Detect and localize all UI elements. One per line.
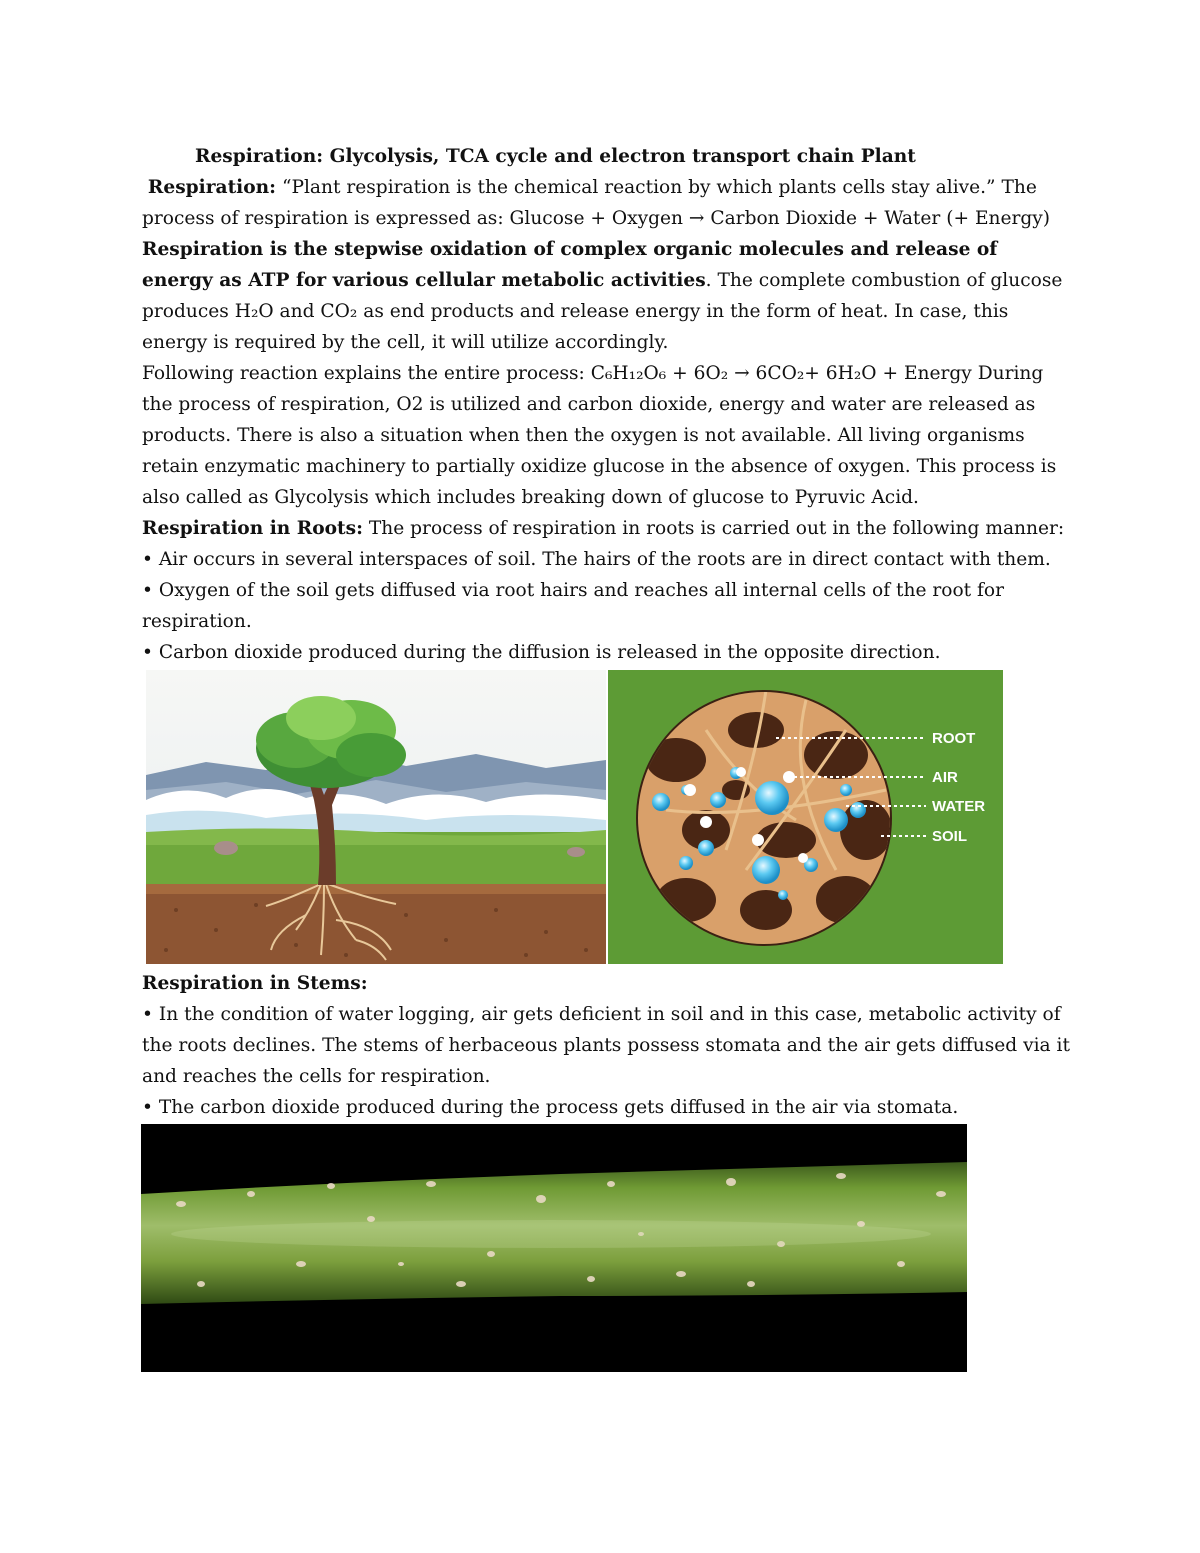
roots-bullet: • Carbon dioxide produced during the diffusion is released in the opposite direction. <box>142 642 941 663</box>
tree-scene <box>146 670 606 964</box>
stems-section <box>142 968 1072 1123</box>
stems-bullet: • The carbon dioxide produced during the process gets diffused in the air via stomata. <box>142 1097 959 1118</box>
intro-section <box>142 141 1072 668</box>
document-title: Respiration: Glycolysis, TCA cycle and electron transport chain Plant <box>195 146 916 167</box>
roots-paragraph <box>142 513 1072 544</box>
intro-text: “Plant respiration is the chemical reaction by which plants cells stay alive.” The process of respiration is expressed as: Glucose + Oxygen → Carbon Dioxide + Water (+ Energy) <box>142 177 1051 229</box>
root-respiration-figure <box>146 670 1003 964</box>
stems-heading: Respiration in Stems: <box>142 973 368 994</box>
label-air: AIR <box>932 769 958 786</box>
definition-paragraph <box>142 234 1072 358</box>
label-water: WATER <box>932 798 986 815</box>
stem-figure <box>141 1124 967 1372</box>
root-respiration-illustration <box>146 670 1003 964</box>
label-soil: SOIL <box>932 828 968 845</box>
roots-bullet: • Air occurs in several interspaces of soil. The hairs of the roots are in direct contact with them. <box>142 549 1051 570</box>
stem-photo <box>141 1124 967 1372</box>
intro-paragraph <box>142 172 1072 234</box>
intro-label: Respiration: <box>147 177 277 198</box>
soil-cross-section <box>608 670 1003 964</box>
roots-intro: The process of respiration in roots is carried out in the following manner: <box>368 518 1065 539</box>
roots-heading: Respiration in Roots: <box>142 518 363 539</box>
stems-bullet: • In the condition of water logging, air gets deficient in soil and in this case, metabolic activity of the roots declines. The stems of herbaceous plants possess stomata and the air gets diffused via it and reaches the cells for respiration. <box>142 1004 1070 1087</box>
label-root: ROOT <box>932 730 976 747</box>
reaction-paragraph: Following reaction explains the entire process: C₆H₁₂O₆ + 6O₂ → 6CO₂+ 6H₂O + Energy During the process of respiration, O2 is utilized and carbon dioxide, energy and water are released as products. There is also a situation when then the oxygen is not available. All living organisms retain enzymatic machinery to partially oxidize glucose in the absence of oxygen. This process is also called as Glycolysis which includes breaking down of glucose to Pyruvic Acid. <box>142 363 1057 508</box>
definition-rest: . The complete combustion of glucose produces H₂O and CO₂ as end products and release energy in the form of heat. In case, this energy is required by the cell, it will utilize accordingly. <box>142 270 1063 353</box>
definition-bold: Respiration is the stepwise oxidation of complex organic molecules and release of energy as ATP for various cellular metabolic activities <box>142 239 998 291</box>
stems-heading-line <box>142 968 1072 999</box>
roots-bullet: • Oxygen of the soil gets diffused via root hairs and reaches all internal cells of the root for respiration. <box>142 580 1004 632</box>
